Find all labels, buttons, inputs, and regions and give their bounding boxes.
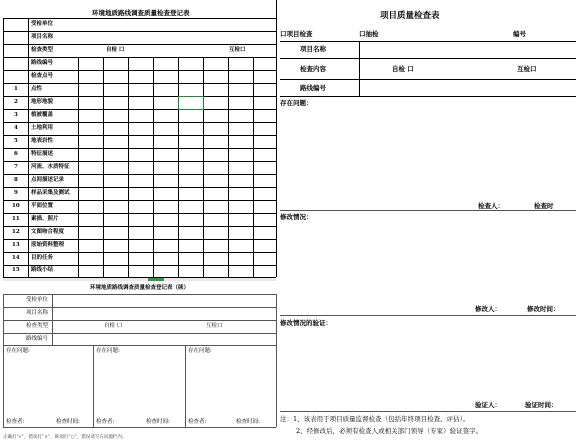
item-label: 植被覆盖 xyxy=(31,112,54,118)
check-type-self: 自检 口 xyxy=(106,47,125,53)
item-no: 7 xyxy=(14,164,18,170)
inspector-label-1: 检查者: xyxy=(6,419,25,425)
time-label-2: 检查时间: xyxy=(146,419,170,425)
bottom-label-project: 项目名称 xyxy=(26,310,49,316)
item-no: 12 xyxy=(12,229,20,235)
time-label-1: 检查时间: xyxy=(56,419,80,425)
left-footnote: 正确打“√”，错误打“×”，缺项打“○”，错误请写在问题栏内。 xyxy=(3,435,127,440)
item-no: 11 xyxy=(12,216,20,222)
inspect-time-label: 检查时 xyxy=(534,202,554,210)
item-label: 土地利用 xyxy=(31,125,54,131)
sampling-option[interactable]: 口抽检 xyxy=(359,30,379,38)
check-content-label: 检查内容 xyxy=(300,65,326,73)
item-no: 5 xyxy=(14,138,18,144)
bottom-check-self: 自检 口 xyxy=(104,323,123,329)
number-label: 编号 xyxy=(513,30,526,38)
issue-label-3: 存在问题: xyxy=(188,348,212,354)
note-line-1: 注：1、该表用于项目质量监督检查（包括年终项目检查、评估）。 xyxy=(280,415,470,423)
project-name-label: 项目名称 xyxy=(300,45,326,53)
item-label: 点性 xyxy=(31,86,43,92)
item-no: 6 xyxy=(14,151,18,157)
item-label: 地表岩性 xyxy=(31,138,54,144)
sheet-tab-active[interactable] xyxy=(148,278,164,281)
selected-cell[interactable] xyxy=(178,96,204,110)
issue-label-1: 存在问题: xyxy=(6,348,30,354)
item-no: 1 xyxy=(14,86,18,92)
item-no: 2 xyxy=(14,99,18,105)
item-label: 路线小结 xyxy=(31,267,54,273)
item-no: 14 xyxy=(12,255,20,261)
item-no: 15 xyxy=(12,267,20,273)
item-no: 4 xyxy=(14,125,18,131)
left-top-title: 环境地质路线调查质量检查登记表 xyxy=(92,9,190,17)
item-label: 特征描述 xyxy=(31,151,54,157)
header-label-project: 项目名称 xyxy=(31,34,54,40)
verifier-label: 验证人： xyxy=(475,401,501,409)
project-check-option[interactable]: 口项目检查 xyxy=(280,30,313,38)
time-label-3: 检查时间: xyxy=(236,419,260,425)
item-no: 9 xyxy=(14,190,18,196)
route-no-label: 路线编号 xyxy=(300,84,326,92)
item-label: 原始资料整理 xyxy=(31,242,65,248)
item-no: 8 xyxy=(14,177,18,183)
issues-label: 存在问题： xyxy=(280,99,313,107)
revision-label: 修改情况： xyxy=(280,213,313,221)
reviser-label: 修改人： xyxy=(475,305,501,313)
issue-label-2: 存在问题: xyxy=(96,348,120,354)
item-label: 点间描述记录 xyxy=(31,177,65,183)
inspector-label: 检查人： xyxy=(478,202,504,210)
header-label-point: 检查点号 xyxy=(31,73,54,79)
check-type-mutual: 互检口 xyxy=(229,47,246,53)
header-label-unit: 受检单位 xyxy=(31,21,54,27)
revise-time-label: 修改时间： xyxy=(527,305,560,313)
inspector-label-3: 检查者: xyxy=(188,419,207,425)
bottom-check-mutual: 互检口 xyxy=(206,323,223,329)
inspector-label-2: 检查者: xyxy=(96,419,115,425)
mutual-check-option[interactable]: 互检口 xyxy=(517,65,537,73)
bottom-label-unit: 受检单位 xyxy=(26,297,49,303)
item-label: 文图吻合程度 xyxy=(31,229,65,235)
verify-time-label: 验证时间： xyxy=(525,401,558,409)
item-label: 平面位置 xyxy=(31,203,54,209)
sheet-tab-strip xyxy=(3,278,276,281)
item-label: 河流、水质特征 xyxy=(31,164,70,170)
item-no: 3 xyxy=(14,112,18,118)
item-label: 素描、照片 xyxy=(31,216,59,222)
item-label: 样品采集及测试 xyxy=(31,190,70,196)
item-label: 地形地貌 xyxy=(31,99,54,105)
header-label-route: 路线编号 xyxy=(31,60,54,66)
right-title: 项目质量检查表 xyxy=(380,11,440,21)
self-check-option[interactable]: 自检 口 xyxy=(392,65,414,73)
note-line-2: 2、经修改后，必须有检查人或相关部门领导（专家）验证签字。 xyxy=(296,427,483,435)
item-no: 10 xyxy=(12,203,20,209)
item-label: 目的任务 xyxy=(31,255,54,261)
bottom-label-route: 路线编号 xyxy=(26,336,49,342)
item-no: 13 xyxy=(12,242,20,248)
left-bottom-title: 环境地质路线调查质量检查登记表（续） xyxy=(90,285,190,291)
verify-label: 修改情况的验证： xyxy=(280,319,332,327)
bottom-label-check-type: 检查类型 xyxy=(26,323,49,329)
header-label-check-type: 检查类型 xyxy=(31,47,54,53)
